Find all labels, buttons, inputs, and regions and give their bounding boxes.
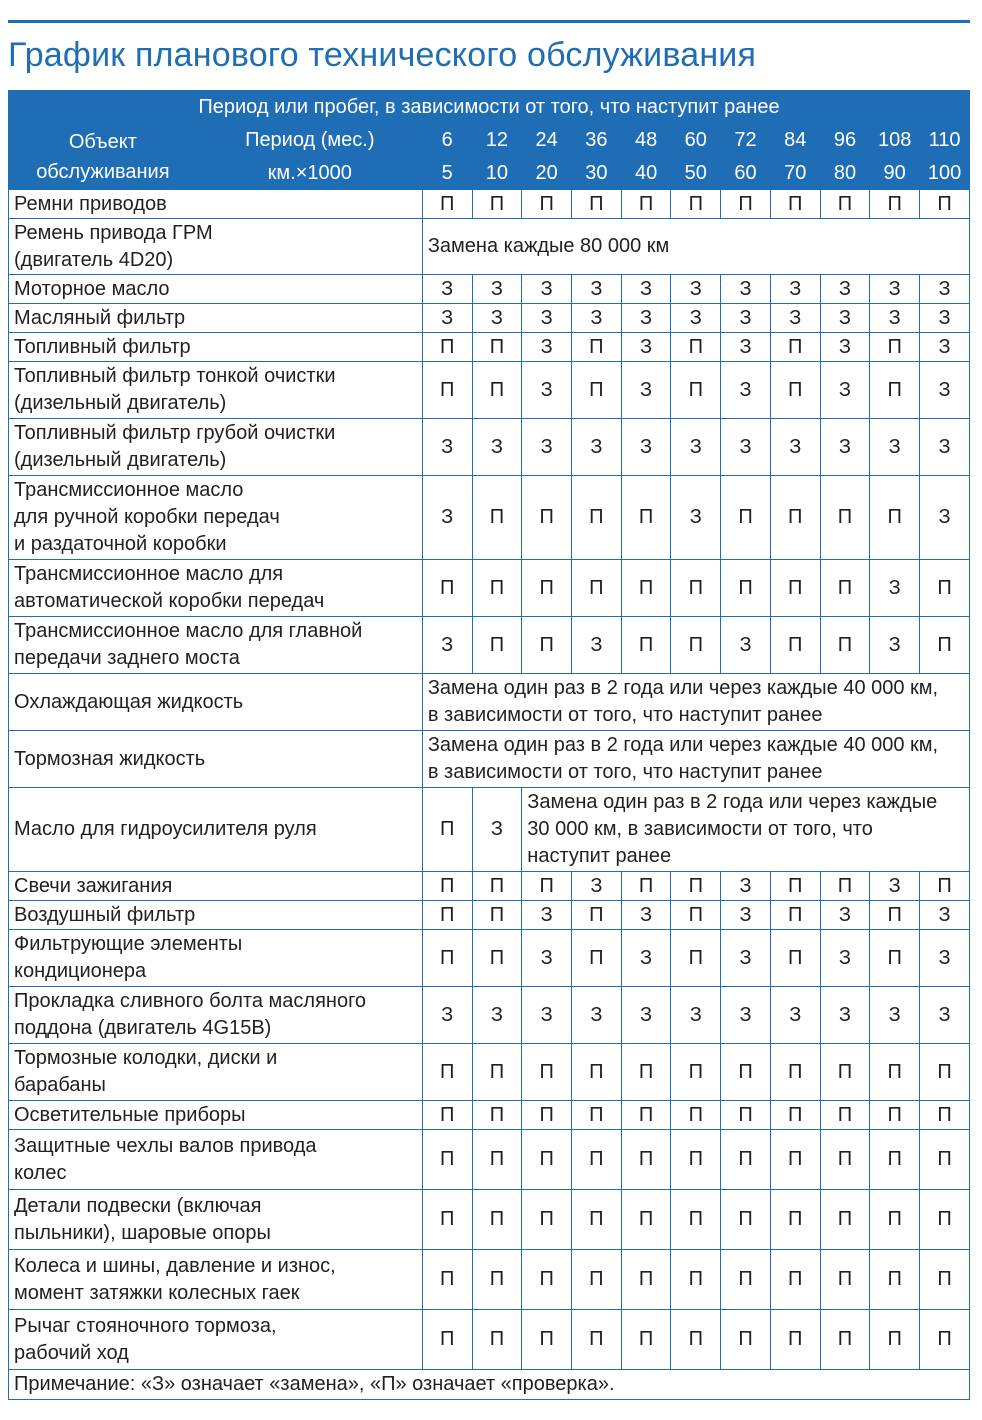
cell-value: П bbox=[870, 362, 920, 419]
row-span-note: Замена один раз в 2 года или через каждые 40 000 км, в зависимости от того, что наступит ранее bbox=[422, 731, 969, 788]
cell-value: П bbox=[621, 1044, 671, 1101]
cell-value: П bbox=[621, 476, 671, 560]
row-name: Трансмиссионное масло для главной передачи заднего моста bbox=[9, 617, 423, 674]
cell-value: З bbox=[621, 901, 671, 930]
cell-value: П bbox=[920, 1310, 970, 1370]
cell-value: З bbox=[522, 333, 572, 362]
cell-value: П bbox=[572, 1101, 622, 1130]
cell-value: П bbox=[621, 190, 671, 219]
cell-value: З bbox=[671, 987, 721, 1044]
cell-value: П bbox=[671, 1250, 721, 1310]
cell-value: З bbox=[721, 901, 771, 930]
cell-value: П bbox=[472, 1250, 522, 1310]
cell-value: З bbox=[422, 419, 472, 476]
note-row bbox=[9, 1370, 970, 1400]
cell-value: П bbox=[870, 1250, 920, 1310]
cell-value: З bbox=[820, 333, 870, 362]
cell-value: З bbox=[870, 872, 920, 901]
cell-value: П bbox=[870, 901, 920, 930]
row-name: Осветительные приборы bbox=[9, 1101, 423, 1130]
table-row bbox=[9, 872, 970, 901]
cell-value: П bbox=[770, 1101, 820, 1130]
row-name: Ремни приводов bbox=[9, 190, 423, 219]
cell-value: З bbox=[770, 419, 820, 476]
cell-value: П bbox=[870, 333, 920, 362]
cell-value: З bbox=[621, 987, 671, 1044]
cell-value: З bbox=[870, 275, 920, 304]
table-row bbox=[9, 362, 970, 419]
row-name: Топливный фильтр грубой очистки (дизельный двигатель) bbox=[9, 419, 423, 476]
cell-value: П bbox=[472, 930, 522, 987]
cell-value: З bbox=[721, 275, 771, 304]
cell-value: П bbox=[671, 333, 721, 362]
month-60: 60 bbox=[671, 124, 721, 157]
cell-value: З bbox=[820, 901, 870, 930]
table-row bbox=[9, 1101, 970, 1130]
cell-value: П bbox=[422, 930, 472, 987]
cell-value: З bbox=[920, 419, 970, 476]
cell-value: П bbox=[472, 333, 522, 362]
cell-value: П bbox=[820, 1190, 870, 1250]
cell-value: З bbox=[522, 987, 572, 1044]
cell-value: З bbox=[522, 419, 572, 476]
km-60: 60 bbox=[721, 157, 771, 190]
row-name: Охлаждающая жидкость bbox=[9, 674, 423, 731]
cell-value: З bbox=[920, 362, 970, 419]
cell-value: З bbox=[870, 987, 920, 1044]
cell-value: З bbox=[422, 275, 472, 304]
km-90: 90 bbox=[870, 157, 920, 190]
cell-value: П bbox=[870, 930, 920, 987]
row-name: Фильтрующие элементы кондиционера bbox=[9, 930, 423, 987]
cell-value: З bbox=[820, 419, 870, 476]
cell-value: З bbox=[422, 987, 472, 1044]
cell-value: П bbox=[920, 1130, 970, 1190]
cell-value: П bbox=[770, 872, 820, 901]
cell-value: З bbox=[472, 275, 522, 304]
cell-value: З bbox=[572, 872, 622, 901]
cell-value: П bbox=[522, 1044, 572, 1101]
cell-value: З bbox=[820, 304, 870, 333]
km-80: 80 bbox=[820, 157, 870, 190]
cell-value: П bbox=[621, 560, 671, 617]
cell-value: П bbox=[870, 1101, 920, 1130]
row-name: Колеса и шины, давление и износ, момент затяжки колесных гаек bbox=[9, 1250, 423, 1310]
cell-value: З bbox=[820, 362, 870, 419]
cell-value: З bbox=[671, 275, 721, 304]
cell-value: П bbox=[572, 1130, 622, 1190]
cell-value: З bbox=[671, 476, 721, 560]
month-24: 24 bbox=[522, 124, 572, 157]
cell-value: З bbox=[870, 419, 920, 476]
cell-value: З bbox=[721, 930, 771, 987]
cell-value: П bbox=[572, 362, 622, 419]
table-row bbox=[9, 674, 970, 731]
month-6: 6 bbox=[422, 124, 472, 157]
cell-value: З bbox=[621, 304, 671, 333]
header-months-row bbox=[9, 124, 970, 157]
cell-value: З bbox=[770, 275, 820, 304]
row-name: Трансмиссионное масло для ручной коробки передач и раздаточной коробки bbox=[9, 476, 423, 560]
cell-value: П bbox=[522, 1250, 572, 1310]
cell-value: П bbox=[721, 1310, 771, 1370]
cell-value: П bbox=[721, 476, 771, 560]
cell-value: З bbox=[572, 275, 622, 304]
month-48: 48 bbox=[621, 124, 671, 157]
cell-value: З bbox=[820, 275, 870, 304]
cell-value: З bbox=[870, 560, 920, 617]
month-84: 84 bbox=[770, 124, 820, 157]
table-row bbox=[9, 190, 970, 219]
cell-value: П bbox=[820, 872, 870, 901]
table-row bbox=[9, 1190, 970, 1250]
cell-value: П bbox=[920, 190, 970, 219]
cell-value: П bbox=[770, 930, 820, 987]
cell-value: П bbox=[770, 190, 820, 219]
cell-value: П bbox=[572, 333, 622, 362]
cell-value: П bbox=[522, 872, 572, 901]
cell-value: П bbox=[721, 1101, 771, 1130]
row-name: Прокладка сливного болта масляного поддона (двигатель 4G15B) bbox=[9, 987, 423, 1044]
cell-value: П bbox=[770, 617, 820, 674]
row-name: Тормозная жидкость bbox=[9, 731, 423, 788]
cell-value: П bbox=[621, 1130, 671, 1190]
cell-value: З bbox=[522, 901, 572, 930]
cell-value: П bbox=[422, 333, 472, 362]
cell-value: З bbox=[920, 930, 970, 987]
cell-value: П bbox=[572, 901, 622, 930]
cell-value: З bbox=[472, 419, 522, 476]
cell-value: П bbox=[422, 560, 472, 617]
cell-value: З bbox=[621, 362, 671, 419]
header-banner: Период или пробег, в зависимости от того, что наступит ранее bbox=[9, 91, 970, 124]
km-30: 30 bbox=[572, 157, 622, 190]
page-title: График планового технического обслуживания bbox=[8, 36, 757, 74]
cell-value: П bbox=[671, 560, 721, 617]
cell-value: З bbox=[621, 930, 671, 987]
cell-value: П bbox=[770, 362, 820, 419]
cell-value: П bbox=[671, 1190, 721, 1250]
cell-value: П bbox=[472, 1310, 522, 1370]
cell-value: П bbox=[522, 476, 572, 560]
cell-value: П bbox=[671, 872, 721, 901]
cell-value: П bbox=[671, 617, 721, 674]
cell-value: П bbox=[572, 476, 622, 560]
cell-value: З bbox=[820, 987, 870, 1044]
cell-value: П bbox=[920, 1190, 970, 1250]
cell-value: П bbox=[572, 930, 622, 987]
cell-value: П bbox=[422, 1250, 472, 1310]
cell-value: П bbox=[870, 1190, 920, 1250]
month-96: 96 bbox=[820, 124, 870, 157]
table-row bbox=[9, 930, 970, 987]
cell-value: П bbox=[671, 1310, 721, 1370]
month-72: 72 bbox=[721, 124, 771, 157]
cell-value: П bbox=[472, 1044, 522, 1101]
cell-value: З bbox=[770, 304, 820, 333]
cell-value: З bbox=[721, 333, 771, 362]
cell-value: П bbox=[422, 1310, 472, 1370]
row-name: Ремень привода ГРМ (двигатель 4D20) bbox=[9, 219, 423, 275]
table-row bbox=[9, 1250, 970, 1310]
cell-value: П bbox=[522, 1190, 572, 1250]
row-span-note: Замена один раз в 2 года или через каждые 40 000 км, в зависимости от того, что наступит ранее bbox=[422, 674, 969, 731]
cell-value: П bbox=[422, 1190, 472, 1250]
cell-value: П bbox=[671, 1101, 721, 1130]
cell-value: П bbox=[920, 1101, 970, 1130]
cell-value: П bbox=[522, 1130, 572, 1190]
month-108: 108 bbox=[870, 124, 920, 157]
table-row bbox=[9, 560, 970, 617]
cell-value: П bbox=[770, 901, 820, 930]
cell-value: З bbox=[422, 476, 472, 560]
cell-value: П bbox=[820, 1101, 870, 1130]
table-row bbox=[9, 476, 970, 560]
cell-value: П bbox=[472, 1101, 522, 1130]
cell-value: П bbox=[721, 1250, 771, 1310]
cell-value: П bbox=[671, 1044, 721, 1101]
cell-value: П bbox=[820, 190, 870, 219]
cell-value: З bbox=[920, 901, 970, 930]
cell-value: П bbox=[820, 1044, 870, 1101]
cell-value: З bbox=[472, 304, 522, 333]
cell-value: З bbox=[721, 304, 771, 333]
cell-value: З bbox=[770, 987, 820, 1044]
cell-value: П bbox=[820, 476, 870, 560]
cell-value: П bbox=[920, 617, 970, 674]
cell-value: З bbox=[572, 617, 622, 674]
cell-value: З bbox=[920, 275, 970, 304]
month-110: 110 bbox=[920, 124, 970, 157]
cell-value: П bbox=[920, 560, 970, 617]
row-span-note: Замена один раз в 2 года или через каждые 30 000 км, в зависимости от того, что наступит ранее bbox=[522, 788, 970, 872]
cell-value: З bbox=[870, 304, 920, 333]
cell-value: П bbox=[770, 1310, 820, 1370]
cell-value: П bbox=[572, 1250, 622, 1310]
cell-value: П bbox=[671, 362, 721, 419]
cell-value: П bbox=[721, 1044, 771, 1101]
table-row bbox=[9, 617, 970, 674]
row-name: Тормозные колодки, диски и барабаны bbox=[9, 1044, 423, 1101]
cell-value: П bbox=[422, 362, 472, 419]
cell-value: П bbox=[472, 476, 522, 560]
table-row bbox=[9, 1130, 970, 1190]
cell-value: П bbox=[422, 872, 472, 901]
cell-value: П bbox=[472, 872, 522, 901]
cell-value: З bbox=[621, 333, 671, 362]
header-km-label: км.×1000 bbox=[197, 157, 422, 190]
cell-value: З bbox=[572, 304, 622, 333]
cell-value: З bbox=[621, 419, 671, 476]
cell-value: П bbox=[572, 1190, 622, 1250]
cell-value: П bbox=[422, 901, 472, 930]
cell-value: П bbox=[472, 901, 522, 930]
table-row bbox=[9, 333, 970, 362]
header-period-label: Период (мес.) bbox=[197, 124, 422, 157]
km-5: 5 bbox=[422, 157, 472, 190]
cell-value: З bbox=[671, 304, 721, 333]
row-name: Моторное масло bbox=[9, 275, 423, 304]
cell-value: П bbox=[671, 930, 721, 987]
header-banner-row bbox=[9, 91, 970, 124]
cell-value: З bbox=[522, 362, 572, 419]
cell-value: П bbox=[621, 617, 671, 674]
table-row bbox=[9, 304, 970, 333]
km-20: 20 bbox=[522, 157, 572, 190]
cell-value: П bbox=[820, 1310, 870, 1370]
cell-value: П bbox=[820, 560, 870, 617]
cell-value: З bbox=[472, 788, 522, 872]
cell-value: З bbox=[472, 987, 522, 1044]
month-36: 36 bbox=[572, 124, 622, 157]
km-40: 40 bbox=[621, 157, 671, 190]
header-object-label bbox=[9, 124, 198, 190]
cell-value: З bbox=[522, 930, 572, 987]
cell-value: П bbox=[422, 788, 472, 872]
row-name: Масляный фильтр bbox=[9, 304, 423, 333]
cell-value: П bbox=[472, 362, 522, 419]
cell-value: З bbox=[721, 617, 771, 674]
cell-value: П bbox=[572, 1044, 622, 1101]
cell-value: П bbox=[770, 560, 820, 617]
table-row bbox=[9, 275, 970, 304]
cell-value: П bbox=[870, 476, 920, 560]
cell-value: П bbox=[721, 1130, 771, 1190]
row-name: Топливный фильтр bbox=[9, 333, 423, 362]
cell-value: П bbox=[422, 1044, 472, 1101]
cell-value: П bbox=[770, 1250, 820, 1310]
row-name: Трансмиссионное масло для автоматической коробки передач bbox=[9, 560, 423, 617]
cell-value: З bbox=[422, 617, 472, 674]
km-100: 100 bbox=[920, 157, 970, 190]
cell-value: З bbox=[721, 872, 771, 901]
cell-value: П bbox=[422, 1101, 472, 1130]
cell-value: П bbox=[472, 1190, 522, 1250]
table-row bbox=[9, 901, 970, 930]
cell-value: П bbox=[621, 872, 671, 901]
cell-value: П bbox=[621, 1190, 671, 1250]
row-name: Воздушный фильтр bbox=[9, 901, 423, 930]
table-row bbox=[9, 731, 970, 788]
cell-value: З bbox=[522, 275, 572, 304]
cell-value: П bbox=[621, 1101, 671, 1130]
cell-value: П bbox=[920, 1044, 970, 1101]
cell-value: П bbox=[870, 190, 920, 219]
cell-value: П bbox=[522, 617, 572, 674]
cell-value: П bbox=[721, 560, 771, 617]
row-name: Защитные чехлы валов привода колес bbox=[9, 1130, 423, 1190]
cell-value: З bbox=[671, 419, 721, 476]
cell-value: П bbox=[621, 1310, 671, 1370]
month-12: 12 bbox=[472, 124, 522, 157]
cell-value: П bbox=[522, 560, 572, 617]
cell-value: П bbox=[671, 1130, 721, 1190]
cell-value: З bbox=[721, 987, 771, 1044]
table-row bbox=[9, 987, 970, 1044]
cell-value: П bbox=[721, 190, 771, 219]
table-row bbox=[9, 1310, 970, 1370]
cell-value: П bbox=[770, 1190, 820, 1250]
cell-value: З bbox=[572, 419, 622, 476]
cell-value: П bbox=[522, 1310, 572, 1370]
cell-value: П bbox=[920, 1250, 970, 1310]
cell-value: П bbox=[522, 1101, 572, 1130]
maintenance-table bbox=[8, 90, 970, 1400]
cell-value: П bbox=[820, 1130, 870, 1190]
cell-value: П bbox=[472, 190, 522, 219]
cell-value: З bbox=[920, 987, 970, 1044]
cell-value: П bbox=[770, 333, 820, 362]
cell-value: П bbox=[621, 1250, 671, 1310]
cell-value: П bbox=[671, 901, 721, 930]
legend-note: Примечание: «З» означает «замена», «П» означает «проверка». bbox=[9, 1370, 970, 1400]
cell-value: П bbox=[671, 190, 721, 219]
cell-value: З bbox=[870, 617, 920, 674]
cell-value: З bbox=[721, 419, 771, 476]
row-name: Рычаг стояночного тормоза, рабочий ход bbox=[9, 1310, 423, 1370]
cell-value: З bbox=[522, 304, 572, 333]
cell-value: П bbox=[721, 1190, 771, 1250]
cell-value: З bbox=[820, 930, 870, 987]
cell-value: З bbox=[721, 362, 771, 419]
cell-value: П bbox=[472, 1130, 522, 1190]
table-row bbox=[9, 219, 970, 275]
object-label-text: Объект обслуживания bbox=[36, 130, 170, 183]
cell-value: П bbox=[820, 1250, 870, 1310]
cell-value: П bbox=[422, 190, 472, 219]
cell-value: П bbox=[870, 1130, 920, 1190]
cell-value: П bbox=[472, 617, 522, 674]
cell-value: П bbox=[820, 617, 870, 674]
cell-value: З bbox=[572, 987, 622, 1044]
cell-value: З bbox=[920, 476, 970, 560]
row-name: Масло для гидроусилителя руля bbox=[9, 788, 423, 872]
cell-value: П bbox=[572, 560, 622, 617]
row-name: Свечи зажигания bbox=[9, 872, 423, 901]
cell-value: П bbox=[870, 1310, 920, 1370]
cell-value: З bbox=[621, 275, 671, 304]
km-70: 70 bbox=[770, 157, 820, 190]
cell-value: П bbox=[770, 1044, 820, 1101]
cell-value: З bbox=[422, 304, 472, 333]
row-span-note: Замена каждые 80 000 км bbox=[422, 219, 969, 275]
row-name: Детали подвески (включая пыльники), шаровые опоры bbox=[9, 1190, 423, 1250]
cell-value: П bbox=[572, 1310, 622, 1370]
cell-value: З bbox=[920, 333, 970, 362]
top-rule bbox=[8, 20, 970, 23]
cell-value: П bbox=[472, 560, 522, 617]
cell-value: П bbox=[522, 190, 572, 219]
table-row bbox=[9, 788, 970, 872]
cell-value: П bbox=[770, 476, 820, 560]
cell-value: П bbox=[572, 190, 622, 219]
cell-value: П bbox=[870, 1044, 920, 1101]
cell-value: П bbox=[770, 1130, 820, 1190]
table-row bbox=[9, 1044, 970, 1101]
row-name: Топливный фильтр тонкой очистки (дизельный двигатель) bbox=[9, 362, 423, 419]
cell-value: П bbox=[422, 1130, 472, 1190]
cell-value: З bbox=[920, 304, 970, 333]
km-10: 10 bbox=[472, 157, 522, 190]
table-row bbox=[9, 419, 970, 476]
cell-value: П bbox=[920, 872, 970, 901]
km-50: 50 bbox=[671, 157, 721, 190]
